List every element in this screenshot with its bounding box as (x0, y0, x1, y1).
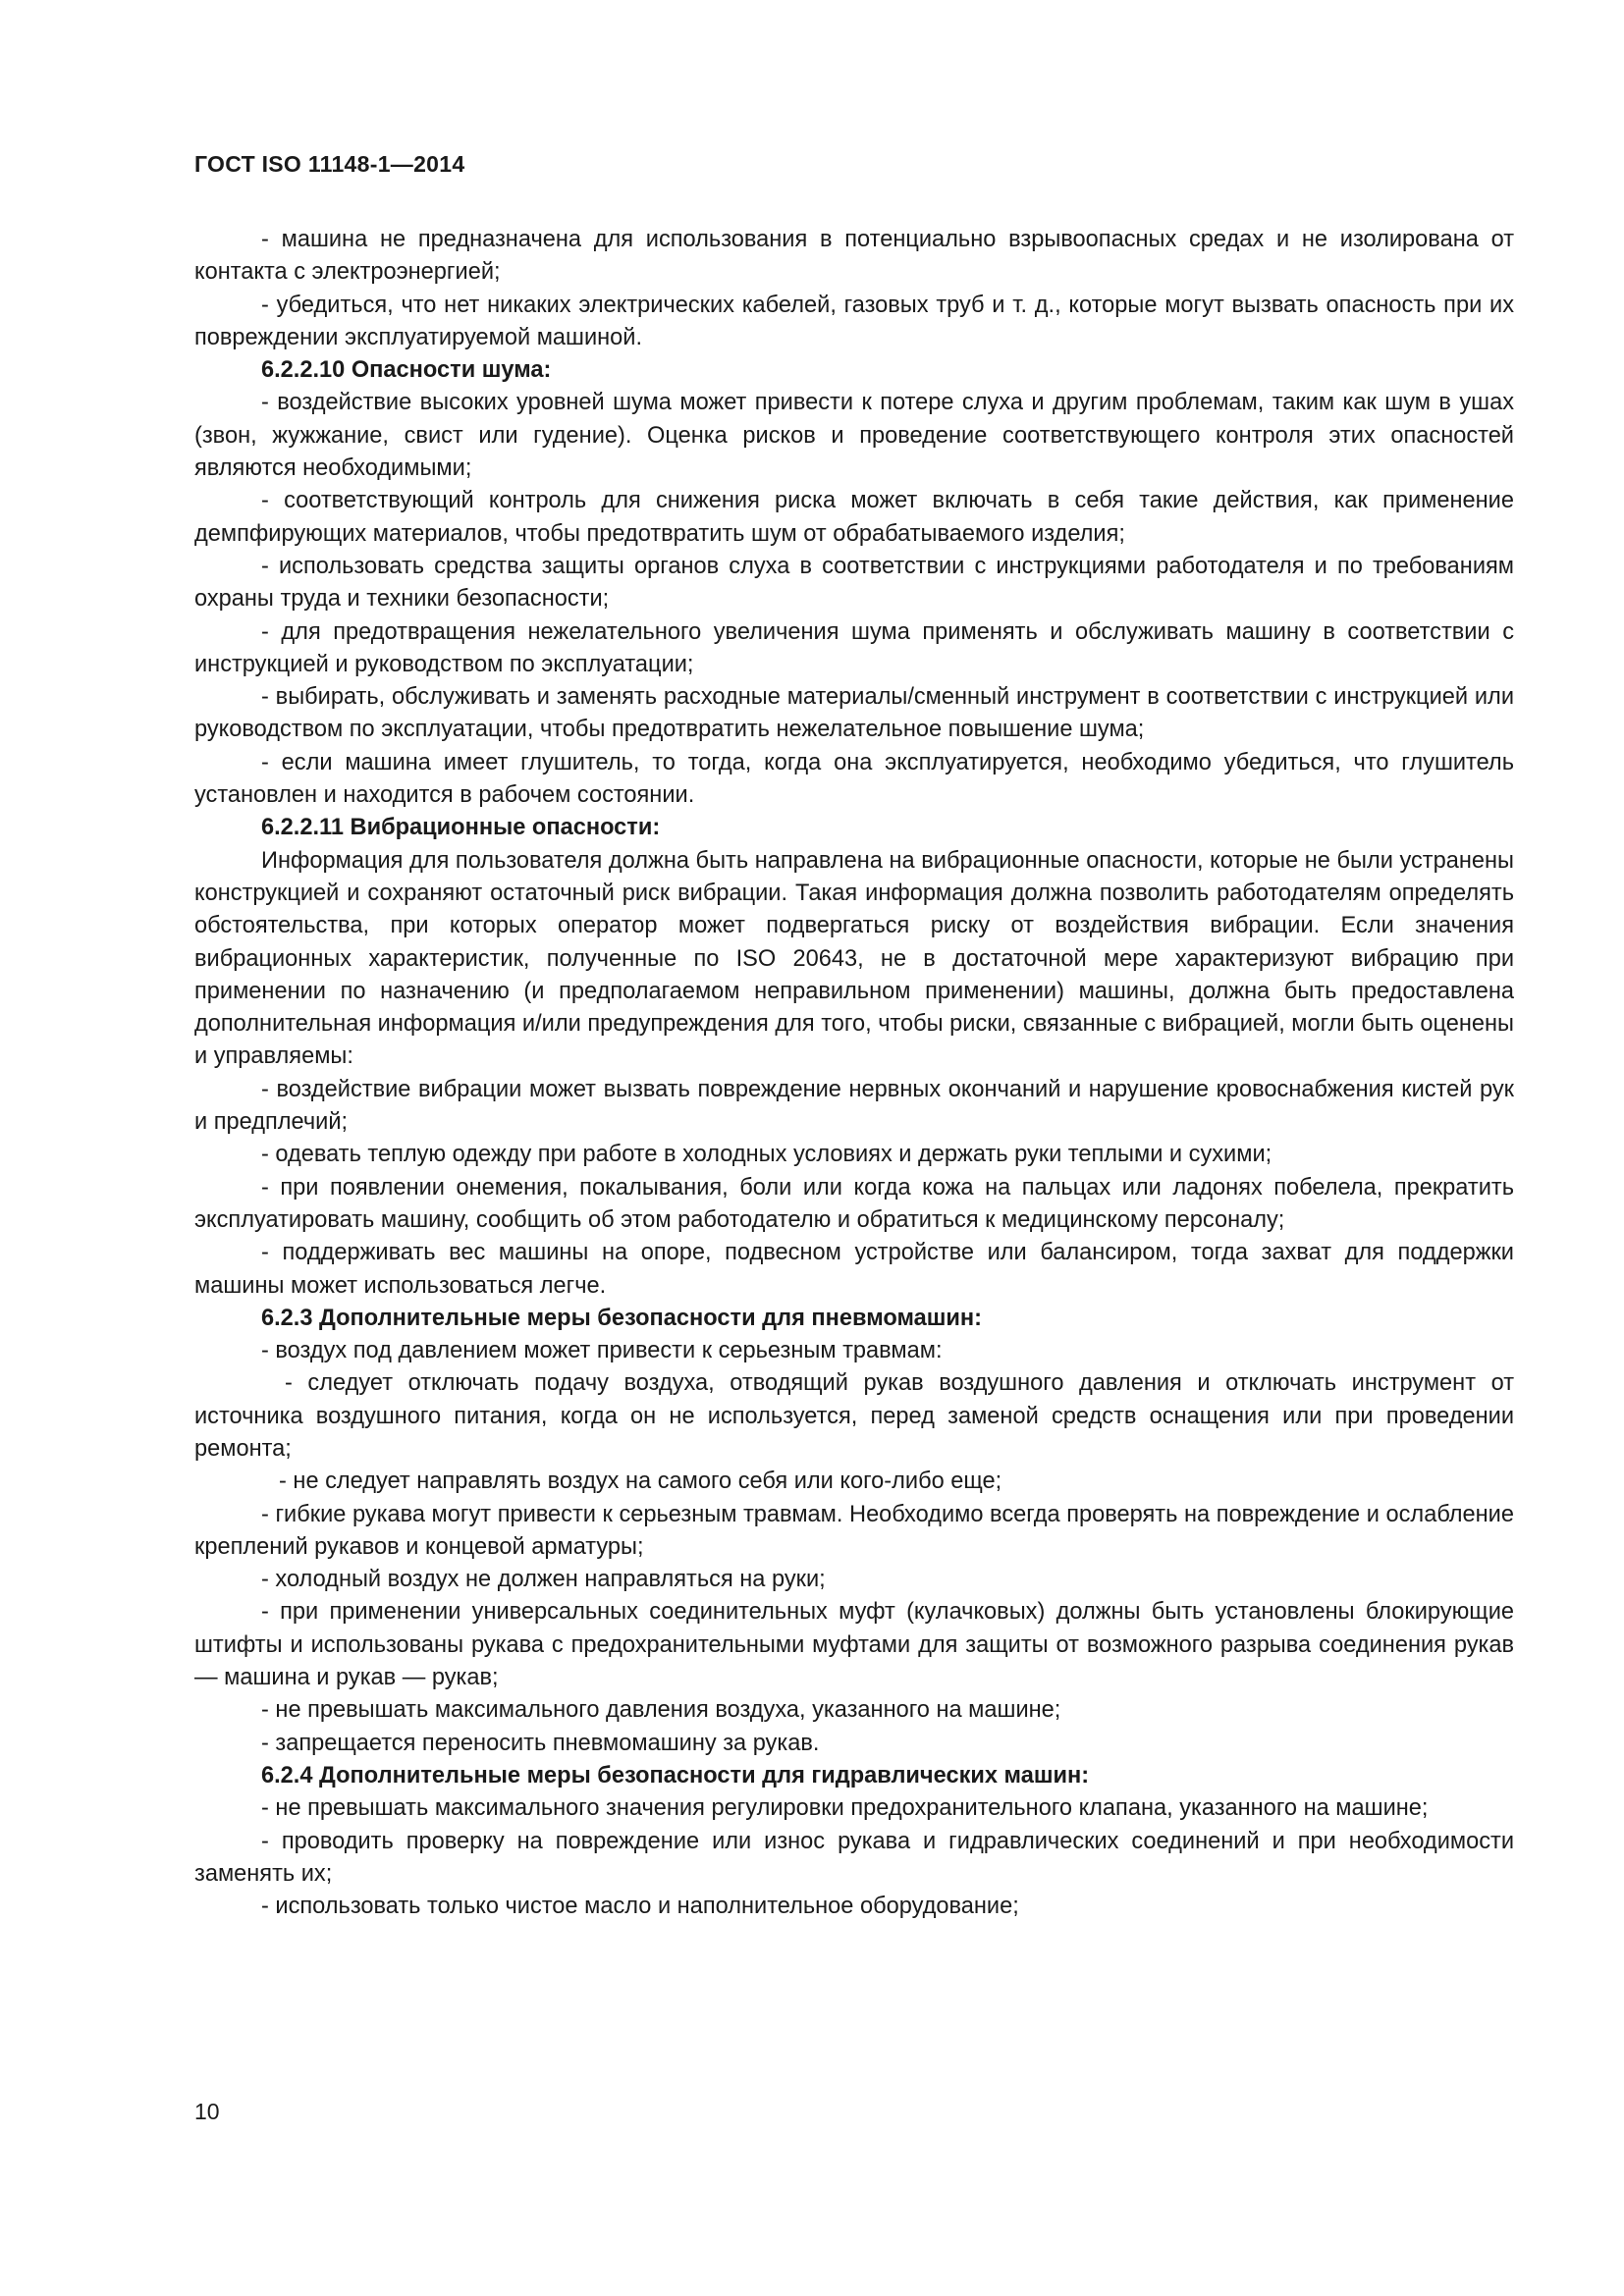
list-item: - гибкие рукава могут привести к серьезным травмам. Необходимо всегда проверять на повреждение и ослабление креплений рукавов и концевой арматуры; (194, 1501, 1514, 1560)
list-item: - при появлении онемения, покалывания, боли или когда кожа на пальцах или ладонях побелела, прекратить эксплуатировать машину, сообщить об этом работодателю и обратиться к медицинскому персоналу; (194, 1174, 1514, 1233)
list-item: - воздух под давлением может привести к серьезным травмам: (261, 1338, 943, 1364)
list-item: - убедиться, что нет никаких электрических кабелей, газовых труб и т. д., которые могут вызвать опасность при их повреждении эксплуатируемой машиной. (194, 292, 1514, 350)
list-item: - если машина имеет глушитель, то тогда, когда она эксплуатируется, необходимо убедиться, что глушитель установлен и находится в рабочем состоянии. (194, 749, 1514, 809)
list-item: - не превышать максимального давления воздуха, указанного на машине; (261, 1697, 1061, 1724)
section-heading-6-2-4: 6.2.4 Дополнительные меры безопасности для гидравлических машин: (261, 1762, 1090, 1789)
section-heading-6-2-2-11: 6.2.2.11 Вибрационные опасности: (261, 815, 661, 841)
list-item: - холодный воздух не должен направляться на руки; (261, 1567, 826, 1593)
list-item: - машина не предназначена для использования в потенциально взрывоопасных средах и не изолирована от контакта с электроэнергией; (194, 227, 1514, 286)
list-item: - не следует направлять воздух на самого себя или кого-либо еще; (279, 1468, 1002, 1495)
list-item: - следует отключать подачу воздуха, отводящий рукав воздушного давления и отключать инструмент от источника воздушного питания, когда он не используется, перед заменой средств оснащения или при проведении ремонта; (194, 1370, 1514, 1462)
list-item: - проводить проверку на повреждение или износ рукава и гидравлических соединений и при необходимости заменять их; (194, 1828, 1514, 1887)
list-item: - для предотвращения нежелательного увеличения шума применять и обслуживать машину в соответствии с инструкцией и руководством по эксплуатации; (194, 618, 1514, 677)
list-item: - соответствующий контроль для снижения риска может включать в себя такие действия, как применение демпфирующих материалов, чтобы предотвратить шум от обрабатываемого изделия; (194, 488, 1514, 547)
list-item: - не превышать максимального значения регулировки предохранительного клапана, указанного на машине; (261, 1795, 1429, 1822)
list-item: - воздействие вибрации может вызвать повреждение нервных окончаний и нарушение кровоснабжения кистей рук и предплечий; (194, 1076, 1514, 1136)
document-code-header: ГОСТ ISO 11148-1—2014 (194, 151, 465, 177)
body-paragraph: Информация для пользователя должна быть направлена на вибрационные опасности, которые не были устранены конструкцией и сохраняют остаточный риск вибрации. Такая информация должна позволить работодателям определять обстоятельства, при которых оператор может подвергаться риску от воздействия вибрации. Если значения вибрационных характеристик, полученные по ISO 20643, не в достаточной мере характеризуют вибрацию при применении по назначению (и предполагаемом неправильном применении) машины, должна быть предоставлена дополнительная информация и/или предупреждения для того, чтобы риски, связанные с вибрацией, могли быть оценены и управляемы: (194, 847, 1514, 1070)
list-item: - одевать теплую одежду при работе в холодных условиях и держать руки теплыми и сухими; (261, 1142, 1272, 1168)
list-item: - поддерживать вес машины на опоре, подвесном устройстве или балансиром, тогда захват для поддержки машины может использоваться легче. (194, 1240, 1514, 1299)
list-item: - запрещается переносить пневмомашину за рукав. (261, 1730, 820, 1756)
list-item: - при применении универсальных соединительных муфт (кулачковых) должны быть установлены блокирующие штифты и использованы рукава с предохранительными муфтами для защиты от возможного разрыва соединения рукав — машина и рукав — рукав; (194, 1599, 1514, 1691)
list-item: - использовать средства защиты органов слуха в соответствии с инструкциями работодателя и по требованиям охраны труда и техники безопасности; (194, 553, 1514, 613)
list-item: - использовать только чистое масло и наполнительное оборудование; (261, 1894, 1019, 1920)
document-body (194, 224, 1514, 1923)
page-number: 10 (194, 2099, 220, 2124)
section-heading-6-2-3: 6.2.3 Дополнительные меры безопасности для пневмомашин: (261, 1305, 983, 1331)
list-item: - воздействие высоких уровней шума может привести к потере слуха и другим проблемам, таким как шум в ушах (звон, жужжание, свист или гудение). Оценка рисков и проведение соответствующего контроля этих опасностей являются необходимыми; (194, 390, 1514, 482)
section-heading-6-2-2-10: 6.2.2.10 Опасности шума: (261, 357, 552, 384)
list-item: - выбирать, обслуживать и заменять расходные материалы/сменный инструмент в соответствии с инструкцией или руководством по эксплуатации, чтобы предотвратить нежелательное повышение шума; (194, 684, 1514, 743)
